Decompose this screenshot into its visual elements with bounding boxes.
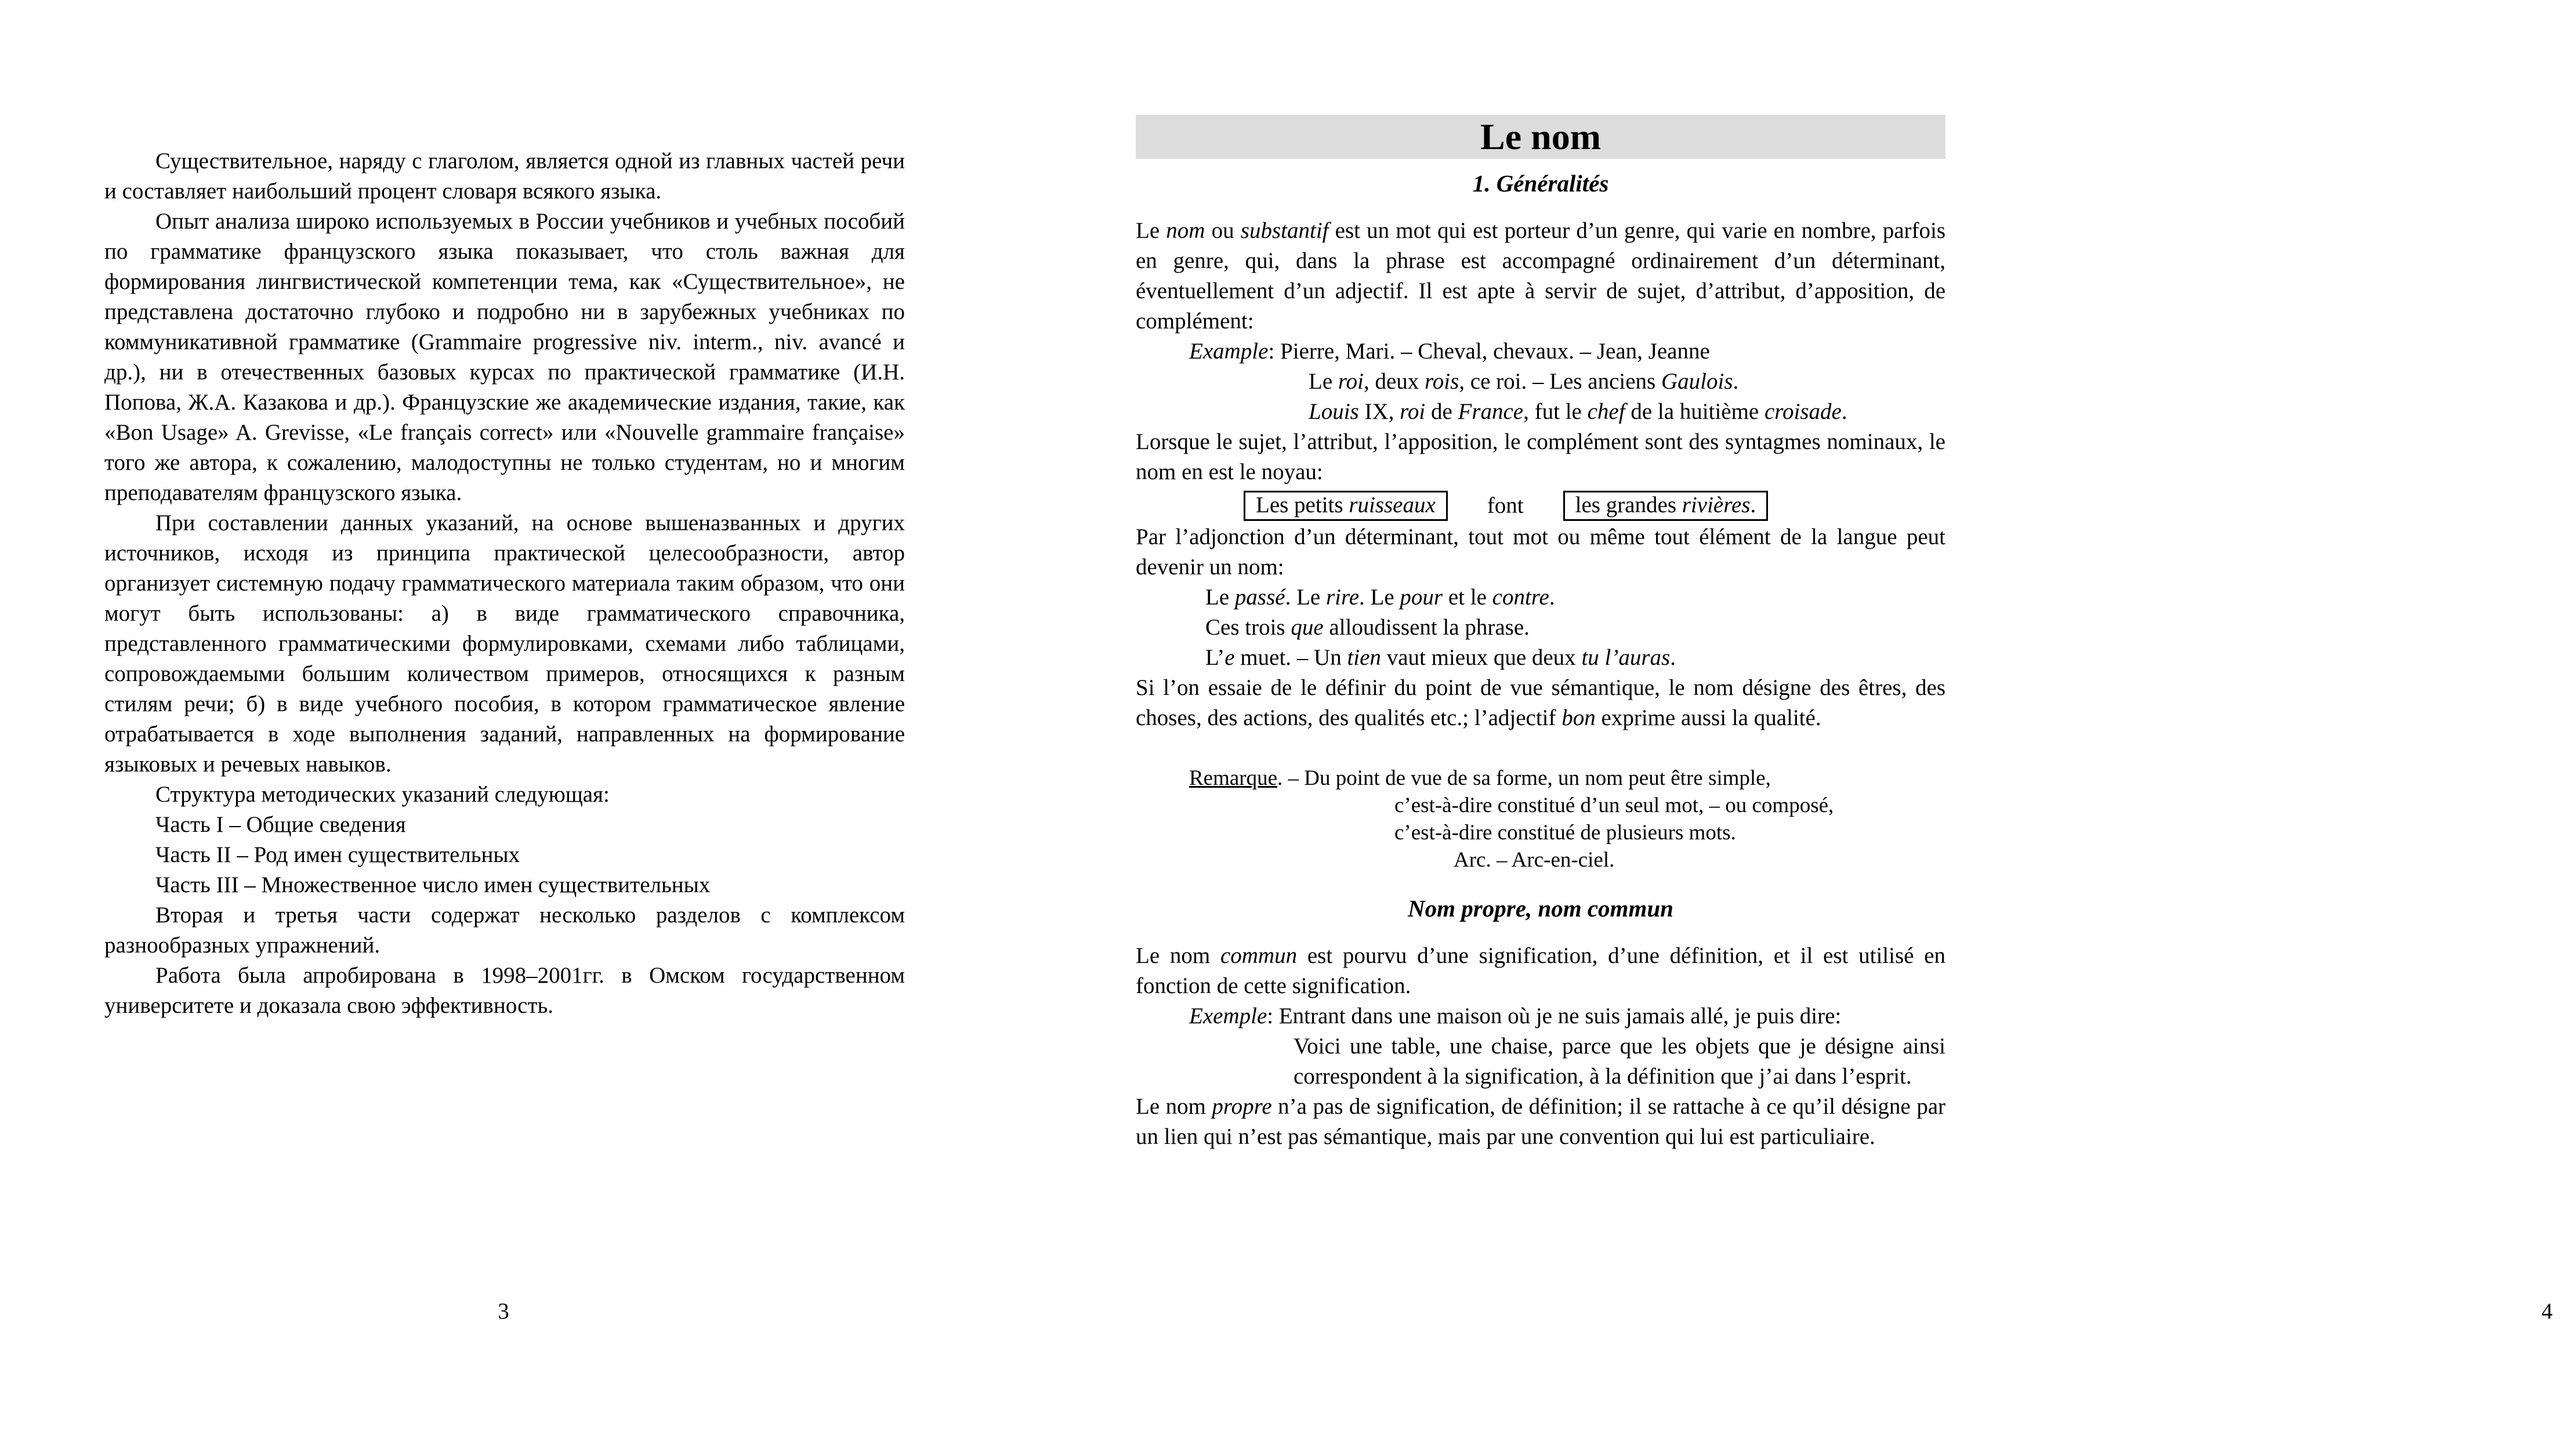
paragraph: Структура методических указаний следующая: <box>155 782 610 807</box>
boxed-phrase: les grandes rivières. <box>1563 491 1769 521</box>
remark-block <box>1136 765 1945 874</box>
remark-line: c’est-à-dire constitué de plusieurs mots. <box>1394 821 1736 845</box>
paragraph: Le nom propre n’a pas de signification, de définition; il se rattache à ce qu’il désigne par un lien qui n’est pas sémantique, mais par une convention qui lui est particuliaire. <box>1136 1094 1946 1149</box>
paragraph: Le nom commun est pourvu d’une signification, d’une définition, et il est utilisé en fonction de cette signification. <box>1136 943 1945 998</box>
left-page <box>0 0 1016 1438</box>
example-line: Ces trois que alloudissent la phrase. <box>1205 615 1530 640</box>
example-line: Example: Pierre, Mari. – Cheval, chevaux. – Jean, Jeanne <box>1189 339 1710 364</box>
page-title: Le nom <box>1136 115 1945 159</box>
paragraph: Существительное, наряду с глаголом, является одной из главных частей речи и составляет наибольший процент словаря всякого языка. <box>104 148 905 204</box>
paragraph: Par l’adjonction d’un déterminant, tout mot ou même tout élément de la langue peut devenir un nom: <box>1136 524 1945 579</box>
section-heading: 1. Généralités <box>1472 170 1609 197</box>
boxed-example <box>1136 491 1945 521</box>
page-number: 4 <box>2541 1299 2553 1324</box>
paragraph: Le nom ou substantif est un mot qui est porteur d’un genre, qui varie en nombre, parfois en genre, qui, dans la phrase est accompagné ordinairement d’un déterminant, éventuellement d’un adjectif. Il est apte à servir de sujet, d’attribut, d’apposition, de complément: <box>1136 218 1945 334</box>
section-heading: Nom propre, nom commun <box>1408 895 1673 922</box>
right-page <box>1016 0 2553 1438</box>
paragraph: Вторая и третья части содержат несколько разделов с комплексом разнообразных упражнений. <box>104 903 905 958</box>
example-line: Exemple: Entrant dans une maison où je ne suis jamais allé, je puis dire: <box>1189 1004 1842 1028</box>
boxed-verb: font <box>1487 493 1524 518</box>
example-line: L’e muet. – Un tien vaut mieux que deux tu l’auras. <box>1205 645 1676 670</box>
paragraph: При составлении данных указаний, на основе вышеназванных и других источников, исходя из принципа практической целесообразности, автор организует системную подачу грамматического материала таким образом, что они могут быть использованы: а) в виде грамматического справочника, представленного грамматическими формулировками, схемами либо таблицами, сопровождаемыми большим количеством примеров, относящихся к разным стилям речи; б) в виде учебного пособия, в котором грамматическое явление отрабатывается в ходе выполнения заданий, направленных на формирование языковых и речевых навыков. <box>104 510 905 777</box>
remark-line: c’est-à-dire constitué d’un seul mot, – ou composé, <box>1394 794 1834 817</box>
example-line: Le roi, deux rois, ce roi. – Les anciens Gaulois. <box>1309 369 1739 394</box>
example-line: Louis IX, roi de France, fut le chef de la huitième croisade. <box>1309 399 1847 424</box>
example-body: Voici une table, une chaise, parce que les objets que je désigne ainsi correspondent à la signification, à la définition que j’ai dans l’esprit. <box>1294 1034 1945 1089</box>
page-number: 3 <box>498 1299 509 1324</box>
left-page-body <box>104 146 905 1021</box>
paragraph: Lorsque le sujet, l’attribut, l’apposition, le complément sont des syntagmes nominaux, le nom en est le noyau: <box>1136 429 1945 484</box>
remark-line: Remarque. – Du point de vue de sa forme, un nom peut être simple, <box>1189 766 1771 790</box>
paragraph: Опыт анализа широко используемых в России учебников и учебных пособий по грамматике французского языка показывает, что столь важная для формирования лингвистической компетенции тема, как «Существительное», не представлена достаточно глубоко и подробно ни в зарубежных учебниках по коммуникативной грамматике (Grammaire progressive niv. interm., niv. avancé и др.), ни в отечественных базовых курсах по практической грамматике (И.Н. Попова, Ж.А. Казакова и др.). Французские же академические издания, такие, как «Bon Usage» A. Grevisse, «Le français correct» или «Nouvelle grammaire française» того же автора, к сожалению, малодоступны не только студентам, но и многим преподавателям французского языка. <box>104 209 905 505</box>
paragraph: Si l’on essaie de le définir du point de vue sémantique, le nom désigne des êtres, des choses, des actions, des qualités etc.; l’adjectif bon exprime aussi la qualité. <box>1136 675 1945 730</box>
paragraph: Часть II – Род имен существительных <box>155 842 520 867</box>
paragraph: Работа была апробирована в 1998–2001гг. в Омском государственном университете и доказала свою эффективность. <box>104 963 905 1018</box>
paragraph: Часть I – Общие сведения <box>155 812 406 837</box>
remark-line: Arc. – Arc-en-ciel. <box>1454 848 1615 872</box>
boxed-phrase: Les petits ruisseaux <box>1244 491 1448 521</box>
paragraph: Часть III – Множественное число имен существительных <box>155 872 711 897</box>
example-line: Le passé. Le rire. Le pour et le contre. <box>1205 585 1555 610</box>
right-page-body <box>1136 115 1945 1152</box>
